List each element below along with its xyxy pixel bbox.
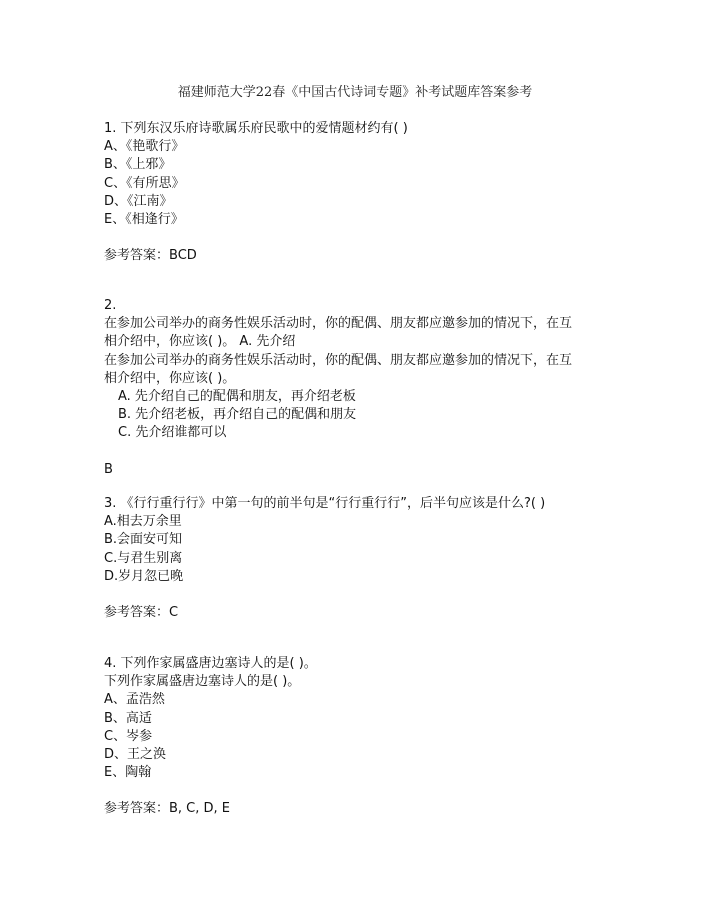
- option-d: D、王之涣: [104, 747, 167, 763]
- option-b: B. 先介绍老板，再介绍自己的配偶和朋友: [118, 407, 357, 423]
- option-d: D.岁月忽已晚: [104, 568, 184, 584]
- answer: 参考答案：C: [104, 605, 179, 621]
- option-d: D、《江南》: [104, 193, 173, 209]
- option-b: B、《上邪》: [104, 157, 172, 173]
- question-stem-line: 在参加公司举办的商务性娱乐活动时，你的配偶、朋友都应邀参加的情况下，在互: [104, 352, 573, 368]
- page-title: 福建师范大学22春《中国古代诗词专题》补考试题库答案参考: [177, 85, 533, 100]
- question-3: [104, 495, 624, 622]
- question-stem-line: 在参加公司举办的商务性娱乐活动时，你的配偶、朋友都应邀参加的情况下，在互: [104, 316, 573, 332]
- question-stem: 1. 下列东汉乐府诗歌属乐府民歌中的爱情题材约有( ): [104, 121, 408, 136]
- question-stem-line: 相介绍中，你应该( )。: [104, 370, 236, 386]
- option-e: E、陶翰: [104, 765, 152, 781]
- option-b: B.会面安可知: [104, 532, 183, 548]
- question-1: [104, 120, 624, 265]
- option-a: A、孟浩然: [104, 692, 165, 708]
- option-a: A. 先介绍自己的配偶和朋友，再介绍老板: [118, 389, 356, 405]
- question-stem-repeat: 下列作家属盛唐边塞诗人的是( )。: [104, 674, 301, 690]
- option-c: C. 先介绍谁都可以: [118, 425, 227, 441]
- question-stem: 4. 下列作家属盛唐边塞诗人的是( )。: [104, 656, 317, 671]
- option-c: C.与君生别离: [104, 550, 183, 566]
- option-a: A.相去万余里: [104, 514, 182, 530]
- option-c: C、《有所思》: [104, 175, 185, 191]
- option-e: E、《相逢行》: [104, 212, 184, 228]
- question-stem-line: 相介绍中，你应该( )。 A. 先介绍: [104, 334, 296, 350]
- question-number: 2.: [104, 298, 117, 313]
- option-a: A、《艳歌行》: [104, 139, 185, 155]
- question-stem: 3. 《行行重行行》中第一句的前半句是“行行重行行”，后半句应该是什么?( ): [104, 496, 546, 511]
- answer: 参考答案：BCD: [104, 248, 197, 264]
- option-c: C、岑参: [104, 728, 153, 744]
- answer: 参考答案：B, C, D, E: [104, 801, 231, 817]
- answer: B: [104, 461, 113, 477]
- option-b: B、高适: [104, 710, 152, 726]
- question-2: [104, 297, 624, 479]
- question-4: [104, 655, 624, 819]
